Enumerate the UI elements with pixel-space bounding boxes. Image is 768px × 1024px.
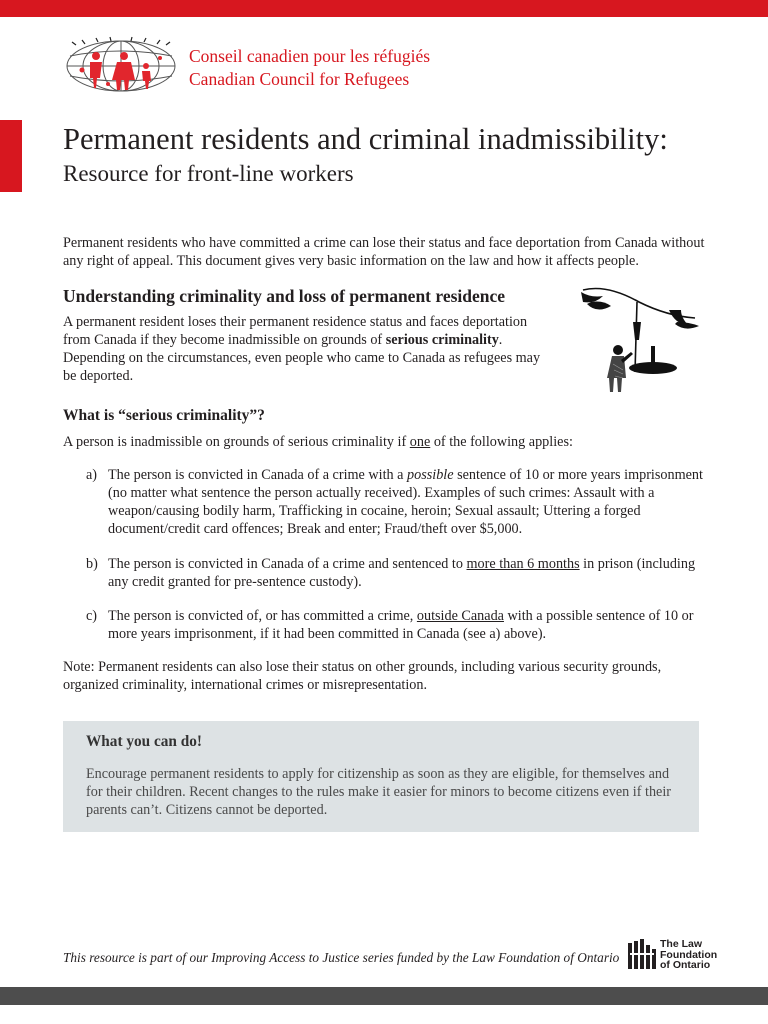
list-item-text: The person is convicted in Canada of a crime with a possible sentence of 10 or more years imprisonment (no matter what sentence the person actually received). Examples of such crimes: Assault with a weapon/causing bodily harm, Trafficking in cocaine, heroin; Sexual assault; Uttering a forged document/credit card offences; Break and enter; Fraud/theft over $5,000.: [108, 467, 703, 537]
title-accent-tab: [0, 120, 22, 192]
law-foundation-wordmark: The Law Foundation of Ontario: [660, 938, 718, 971]
callout-title: What you can do!: [86, 733, 203, 750]
section-heading-serious-criminality: What is “serious criminality”?: [63, 407, 265, 424]
list-item: [86, 555, 716, 591]
list-item-text: The person is convicted in Canada of a crime and sentenced to more than 6 months in prison (including any credit granted for pre-sentence custody).: [108, 556, 696, 590]
document-subtitle: Resource for front-line workers: [63, 161, 354, 186]
ccr-family-logo-icon: [62, 36, 180, 96]
note-paragraph: Note: Permanent residents can also lose their status on other grounds, including various security grounds, organized criminality, international crimes or misrepresentation.: [63, 659, 662, 693]
org-name-english: Canadian Council for Refugees: [189, 69, 410, 89]
document-title: Permanent residents and criminal inadmissibility:: [63, 122, 668, 156]
callout-text: Encourage permanent residents to apply for citizenship as soon as they are eligible, for themselves and for their children. Recent changes to the rules make it easier for minors to become citizens even if their parents can’t. Citizens cannot be deported.: [86, 766, 672, 818]
bottom-footer-bar: [0, 987, 768, 1005]
list-marker: b): [86, 556, 98, 572]
section-heading-criminality: Understanding criminality and loss of permanent residence: [63, 286, 506, 306]
list-marker: a): [86, 467, 98, 483]
org-name-french: Conseil canadien pour les réfugiés: [189, 46, 431, 66]
organization-names: [189, 45, 430, 91]
list-marker: c): [86, 608, 98, 624]
list-item-text: The person is convicted of, or has committed a crime, outside Canada with a possible sentence of 10 or more years imprisonment, if it had been committed in Canada (see a) above).: [108, 608, 694, 642]
section-criminality-paragraph: A permanent resident loses their permanent residence status and faces deportation from Canada if they become inadmissible on grounds of serious criminality. Depending on the circumstances, even people who came to Canada as refugees may be deported.: [63, 314, 541, 384]
list-item: [86, 466, 716, 538]
law-foundation-logo-icon: [628, 939, 660, 969]
top-accent-bar: [0, 0, 768, 17]
list-item: [86, 607, 716, 643]
what-you-can-do-callout: [63, 721, 699, 832]
serious-criminality-lead: A person is inadmissible on grounds of serious criminality if one of the following applies:: [63, 434, 573, 450]
serious-criminality-term: serious criminality: [385, 332, 499, 348]
intro-paragraph: Permanent residents who have committed a crime can lose their status and face deportation from Canada without any right of appeal. This document gives very basic information on the law and how it affects people.: [63, 235, 705, 269]
scales-of-justice-icon: [577, 280, 703, 398]
footer-credit: This resource is part of our Improving Access to Justice series funded by the Law Foundation of Ontario: [63, 950, 620, 965]
